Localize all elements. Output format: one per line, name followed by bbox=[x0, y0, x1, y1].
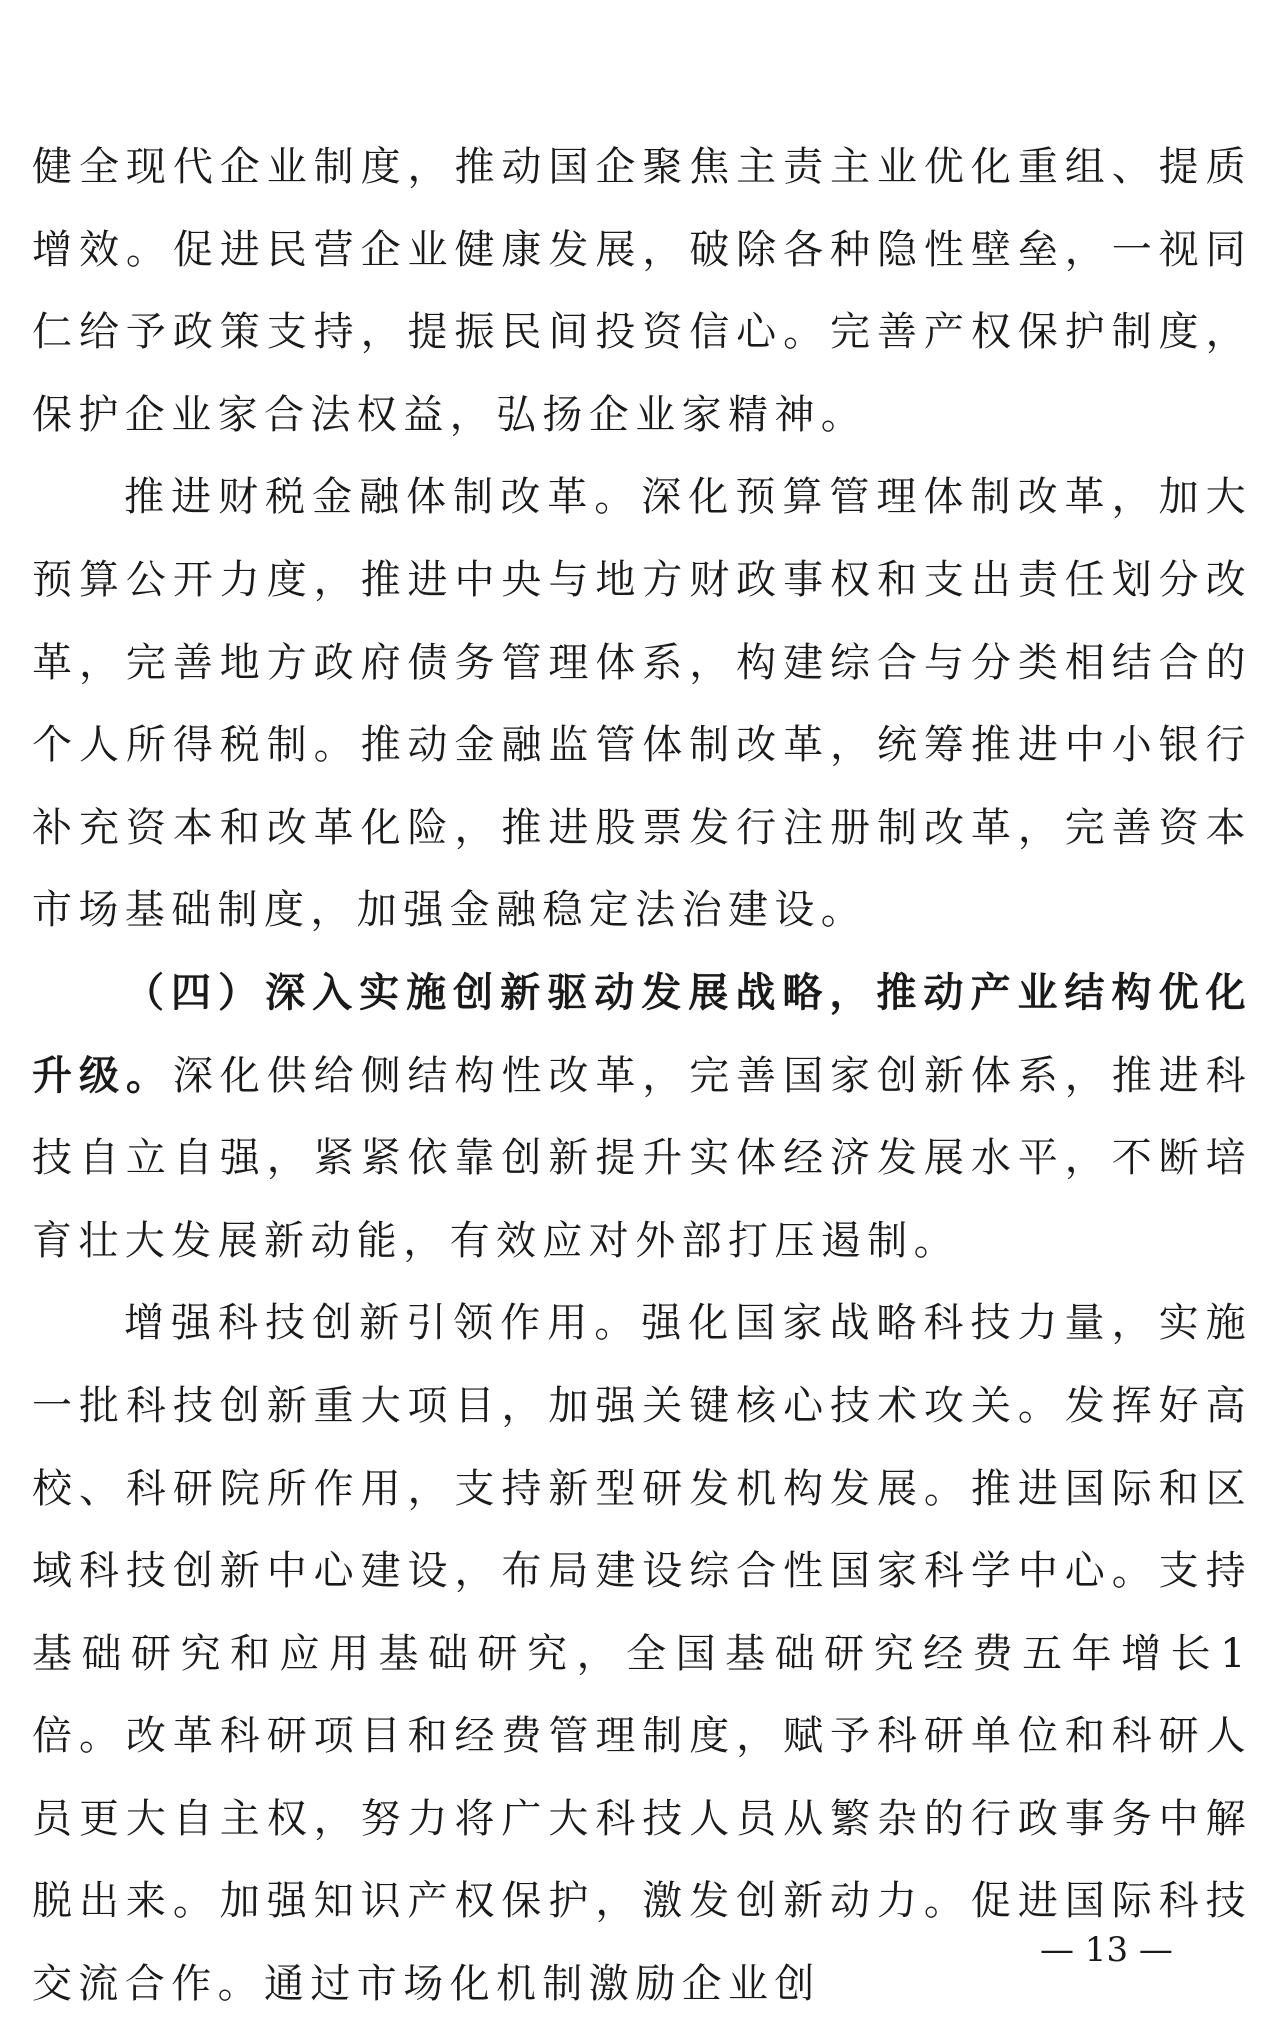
paragraph-3-text: 深化供给侧结构性改革，完善国家创新体系，推进科技自立自强，紧紧依靠创新提升实体经济发展水平，不断培育壮大发展新动能，有效应对外部打压遏制。 bbox=[32, 1052, 1253, 1264]
paragraph-1-text: 健全现代企业制度，推动国企聚焦主责主业优化重组、提质增效。促进民营企业健康发展，破除各种隐性壁垒，一视同仁给予政策支持，提振民间投资信心。完善产权保护制度，保护企业家合法权益，弘扬企业家精神。 bbox=[32, 144, 1252, 438]
section-heading: （四）深入实施创新驱动发展战略，推动产业结构优化升级。 bbox=[32, 968, 1252, 1099]
paragraph-2 bbox=[32, 456, 1252, 952]
paragraph-1 bbox=[32, 126, 1252, 456]
page-number: — 13 — bbox=[1040, 1930, 1173, 1970]
paragraph-2-text: 推进财税金融体制改革。深化预算管理体制改革，加大预算公开力度，推进中央与地方财政事权和支出责任划分改革，完善地方政府债务管理体系，构建综合与分类相结合的个人所得税制。推动金融监管体制改革，统筹推进中小银行补充资本和改革化险，推进股票发行注册制改革，完善资本市场基础制度，加强金融稳定法治建设。 bbox=[32, 474, 1252, 934]
paragraph-4-text: 增强科技创新引领作用。强化国家战略科技力量，实施一批科技创新重大项目，加强关键核心技术攻关。发挥好高校、科研院所作用，支持新型研发机构发展。推进国际和区域科技创新中心建设，布局建设综合性国家科学中心。支持基础研究和应用基础研究，全国基础研究经费五年增长1倍。改革科研项目和经费管理制度，赋予科研单位和科研人员更大自主权，努力将广大科技人员从繁杂的行政事务中解脱出来。加强知识产权保护，激发创新动力。促进国际科技交流合作。通过市场化机制激励企业创 bbox=[32, 1300, 1252, 2008]
paragraph-3 bbox=[32, 952, 1252, 1282]
paragraph-4 bbox=[32, 1282, 1252, 2025]
body-text bbox=[32, 126, 1252, 2026]
